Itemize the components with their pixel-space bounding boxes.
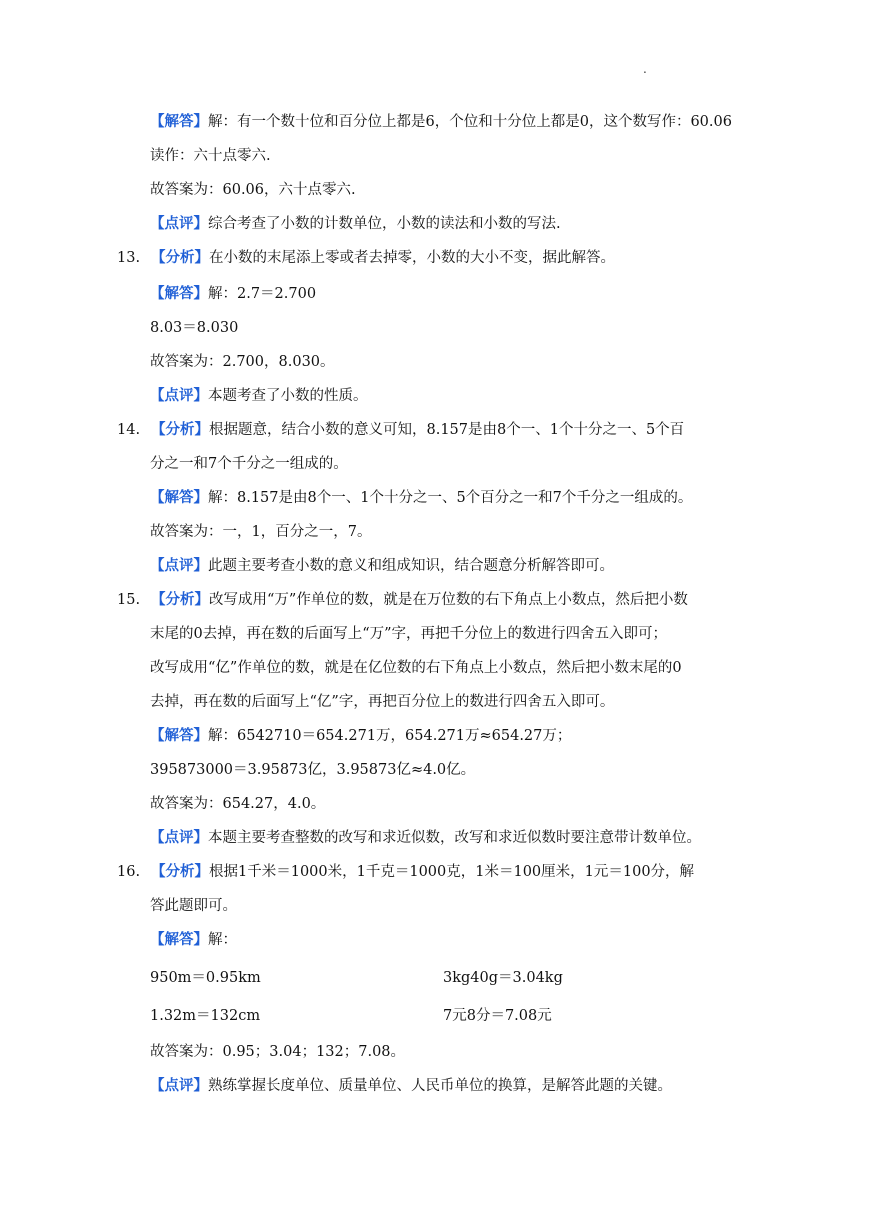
fenxi-tag: 【分析】 (151, 421, 209, 438)
q14-jieda (150, 488, 692, 508)
dianping-tag: 【点评】 (150, 215, 208, 232)
q14-fenxi-text-1: 根据题意，结合小数的意义可知，8.157是由8个一、1个十分之一、5个百 (209, 422, 685, 438)
q15-fenxi-line-3: 改写成用“亿”作单位的数，就是在亿位数的右下角点上小数点，然后把小数末尾的0 (150, 660, 682, 676)
fenxi-tag: 【分析】 (151, 863, 209, 880)
q13-answer: 故答案为：2.700，8.030。 (150, 354, 335, 370)
q16-fenxi-text-1: 根据1千米＝1000米，1千克＝1000克，1米＝100厘米，1元＝100分，解 (209, 864, 695, 880)
dianping-tag: 【点评】 (150, 387, 208, 404)
q14-fenxi-line-2: 分之一和7个千分之一组成的。 (150, 456, 348, 472)
dianping-tag: 【点评】 (150, 557, 208, 574)
q12-answer: 故答案为：60.06，六十点零六. (150, 182, 356, 198)
dianping-tag: 【点评】 (150, 1077, 208, 1094)
header-mark: . (643, 62, 647, 76)
q15-dianping-text: 本题主要考查整数的改写和求近似数，改写和求近似数时要注意带计数单位。 (208, 830, 701, 846)
jieda-tag: 【解答】 (150, 113, 208, 130)
q12-jieda-text: 解：有一个数十位和百分位上都是6，个位和十分位上都是0，这个数写作：60.06 (208, 114, 732, 130)
question-number: 14. (117, 422, 141, 438)
q15-dianping (150, 828, 701, 848)
dianping-tag: 【点评】 (150, 829, 208, 846)
question-number: 13. (117, 250, 141, 266)
q12-jieda-line-1 (150, 112, 732, 132)
q13-dianping-text: 本题考查了小数的性质。 (208, 388, 368, 404)
jieda-tag: 【解答】 (150, 727, 208, 744)
q14-dianping (150, 556, 614, 576)
fenxi-tag: 【分析】 (151, 249, 209, 266)
q13-jieda-text: 解：2.7＝2.700 (208, 286, 317, 302)
q12-jieda-line-2: 读作：六十点零六. (150, 148, 271, 164)
fenxi-tag: 【分析】 (151, 591, 209, 608)
q15-fenxi-text-1: 改写成用“万”作单位的数，就是在万位数的右下角点上小数点，然后把小数 (209, 592, 688, 608)
q16-dianping (150, 1076, 672, 1096)
q15-fenxi-line-2: 末尾的0去掉，再在数的后面写上“万”字，再把千分位上的数进行四舍五入即可； (150, 626, 668, 642)
q16-fenxi-line-2: 答此题即可。 (150, 898, 237, 914)
question-number: 15. (117, 592, 141, 608)
q16-dianping-text: 熟练掌握长度单位、质量单位、人民币单位的换算，是解答此题的关键。 (208, 1078, 672, 1094)
q16-row-2-left: 1.32m＝132cm (150, 1008, 261, 1024)
q14-dianping-text: 此题主要考查小数的意义和组成知识，结合题意分析解答即可。 (208, 558, 614, 574)
q16-row-1-right: 3kg40g＝3.04kg (443, 970, 563, 986)
q15-fenxi-line-4: 去掉，再在数的后面写上“亿”字，再把百分位上的数进行四舍五入即可。 (150, 694, 615, 710)
q14-jieda-text: 解：8.157是由8个一、1个十分之一、5个百分之一和7个千分之一组成的。 (208, 490, 693, 506)
q14-fenxi-line-1 (117, 420, 684, 440)
q16-jieda-text: 解： (208, 932, 237, 948)
q12-dianping (150, 214, 561, 234)
q13-dianping (150, 386, 368, 406)
q13-fenxi (117, 248, 615, 268)
q14-answer: 故答案为：一，1，百分之一，7。 (150, 524, 372, 540)
q16-answer: 故答案为：0.95；3.04；132；7.08。 (150, 1044, 406, 1060)
q16-row-2-right: 7元8分＝7.08元 (443, 1008, 552, 1024)
jieda-tag: 【解答】 (150, 931, 208, 948)
q12-dianping-text: 综合考查了小数的计数单位，小数的读法和小数的写法. (208, 216, 561, 232)
q16-row-1-left: 950m＝0.95km (150, 970, 261, 986)
question-number: 16. (117, 864, 141, 880)
q15-jieda-line-2: 395873000＝3.95873亿，3.95873亿≈4.0亿。 (150, 762, 476, 778)
jieda-tag: 【解答】 (150, 489, 208, 506)
q15-jieda-line-1 (150, 726, 571, 746)
q13-fenxi-text: 在小数的末尾添上零或者去掉零，小数的大小不变，据此解答。 (209, 250, 615, 266)
q15-jieda-text: 解：6542710＝654.271万，654.271万≈654.27万； (208, 728, 572, 744)
q16-fenxi-line-1 (117, 862, 694, 882)
q15-fenxi-line-1 (117, 590, 688, 610)
q13-jieda-line-2: 8.03＝8.030 (150, 320, 239, 336)
jieda-tag: 【解答】 (150, 285, 208, 302)
q16-jieda (150, 930, 237, 950)
q15-answer: 故答案为：654.27，4.0。 (150, 796, 326, 812)
q13-jieda-line-1 (150, 284, 316, 304)
